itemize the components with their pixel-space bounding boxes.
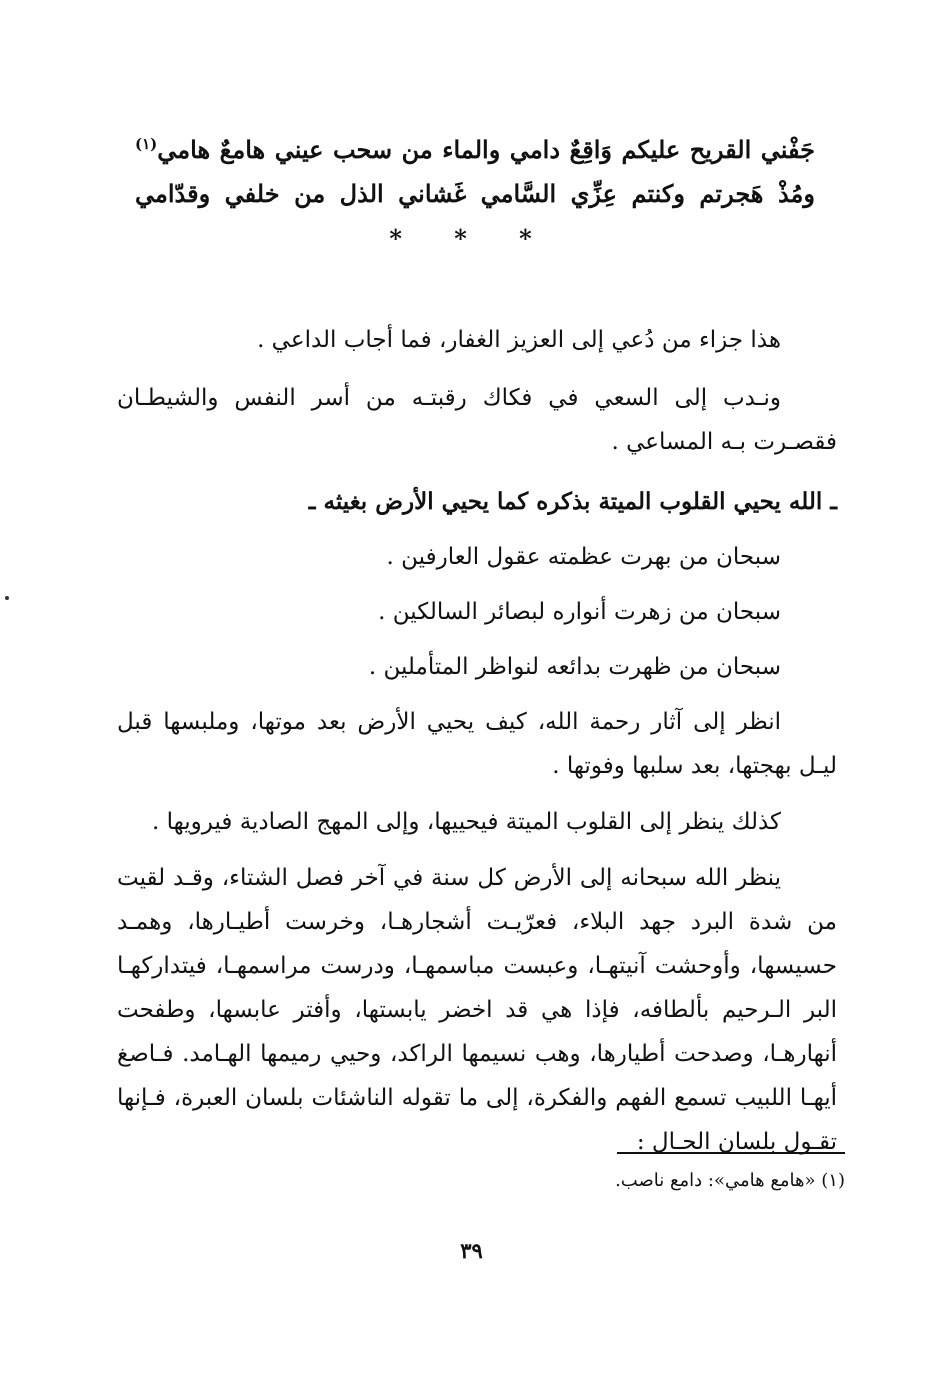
footnote: (١) «هامع هامي»: دامع ناصب. (615, 1170, 845, 1191)
praise-line-3: سبحان من ظهرت بدائعه لنواظر المتأملين . (368, 654, 781, 680)
paragraph-4: كذلك ينظر إلى القلوب الميتة فيحييها، وإلى المهج الصادية فيرويها . (152, 809, 781, 835)
section-separator: * * * (389, 224, 554, 253)
praise-2-block (117, 590, 837, 634)
paragraph-2: ونـدب إلى السعي في فكاك رقبتـه من أسر النفس والشيطـان فقصـرت بـه المساعي . (117, 385, 837, 455)
praise-3-block (117, 645, 837, 689)
scan-speck (5, 596, 9, 600)
paragraph-3-block (117, 700, 837, 788)
footnote-marker[interactable]: (١) (135, 135, 158, 153)
poem-verses (135, 128, 815, 216)
poem-line-1 (135, 128, 815, 172)
paragraph-1: هذا جزاء من دُعي إلى العزيز الغفار، فما أجاب الداعي . (257, 327, 781, 353)
paragraph-1-block (117, 318, 837, 362)
paragraph-3: انظر إلى آثار رحمة الله، كيف يحيي الأرض بعد موتها، وملبسها قبل ليـل بهجتها، بعد سلبها وفوتها . (117, 709, 837, 779)
paragraph-5: ينظر الله سبحانه إلى الأرض كل سنة في آخر فصل الشتاء، وقـد لقيت من شدة البرد جهد البلاء، فعرّيـت أشجارهـا، وخرست أطيـارها، وهمـد حسيسها، وأوحشت آنيتهـا، وعبست مباسمهـا، ودرست مراسمهـا، فيتداركهـا البر الـرحيم بألطافه، فإذا هي قد اخضر يابستها، وأفتر عابسها، وطفحت أنهارهـا، وصدحت أطيارها، وهب نسيمها الراكد، وحيي رميمها الهـامد. فـاصغ أيهـا اللبيب تسمع الفهم والفكرة، إلى ما تقوله الناشئات بلسان العبرة، فـإنها تقـول بلسان الحـال : (117, 865, 837, 1155)
paragraph-2-block (117, 376, 837, 464)
praise-line-1: سبحان من بهرت عظمته عقول العارفين . (386, 544, 781, 570)
paragraph-5-block (117, 856, 837, 1164)
poem-line-1-text: جَفْني القريح عليكم وَاقِعٌ دامي والماء من سحب عيني هامعٌ هامي (157, 135, 815, 164)
poem-line-2: ومُذْ هَجرتم وكنتم عِزِّي السَّامي غَشاني الذل من خلفي وقدّامي (135, 179, 815, 208)
section-heading-block (117, 480, 837, 524)
praise-line-2: سبحان من زهرت أنواره لبصائر السالكين . (378, 599, 781, 625)
footnote-divider (617, 1152, 845, 1154)
praise-1-block (117, 535, 837, 579)
paragraph-4-block (117, 800, 837, 844)
section-heading: ـ الله يحيي القلوب الميتة بذكره كما يحيي الأرض بغيثه ـ (308, 488, 837, 515)
page-number: ٣٩ (460, 1238, 483, 1263)
